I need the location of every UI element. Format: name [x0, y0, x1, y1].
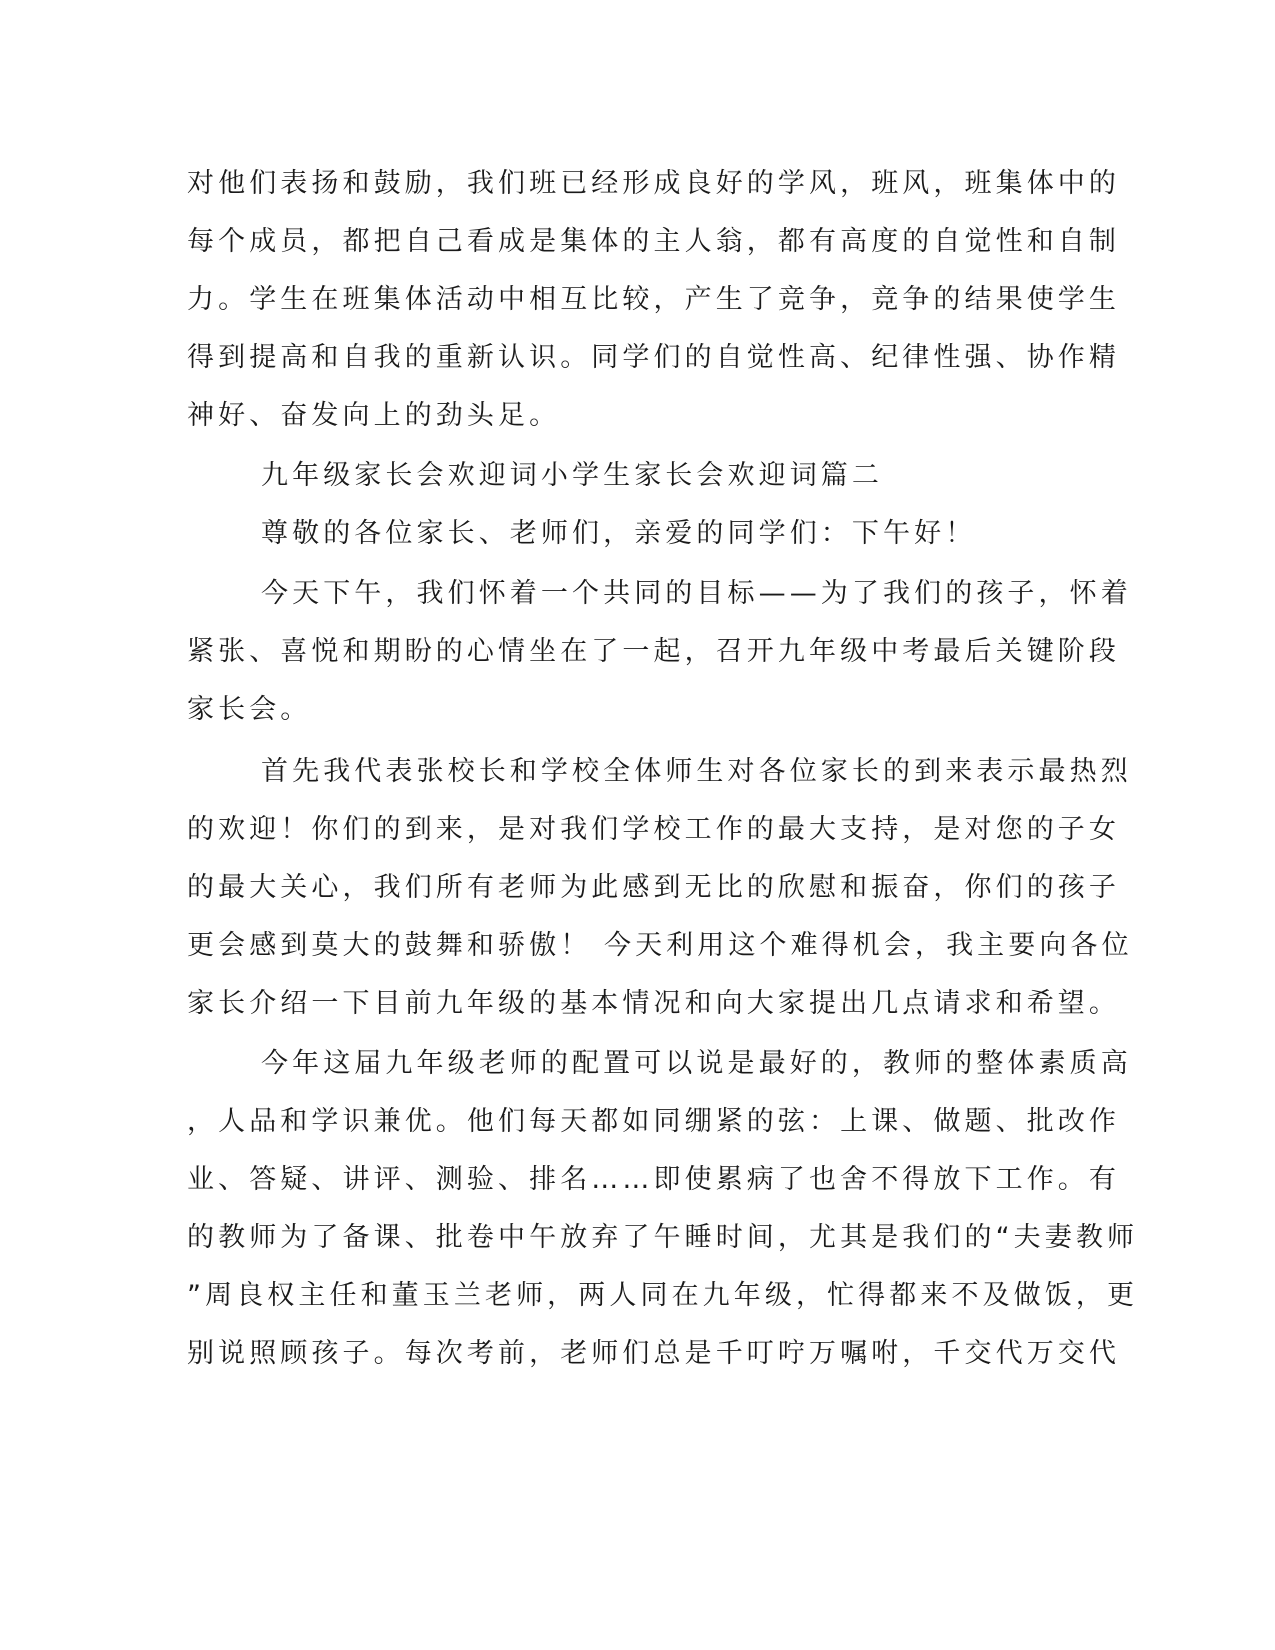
text-line: 更会感到莫大的鼓舞和骄傲！ 今天利用这个难得机会，我主要向各位	[187, 930, 1133, 961]
text-line: 家长介绍一下目前九年级的基本情况和向大家提出几点请求和希望。	[187, 988, 1120, 1019]
text-line: 的最大关心，我们所有老师为此感到无比的欣慰和振奋，你们的孩子	[187, 872, 1120, 903]
text-line: 首先我代表张校长和学校全体师生对各位家长的到来表示最热烈	[261, 756, 1132, 787]
text-line: 别说照顾孩子。每次考前，老师们总是千叮咛万嘱咐，千交代万交代	[187, 1338, 1120, 1369]
text-line: 得到提高和自我的重新认识。同学们的自觉性高、纪律性强、协作精	[187, 342, 1120, 373]
text-line: 的教师为了备课、批卷中午放弃了午睡时间，尤其是我们的“夫妻教师	[187, 1222, 1139, 1253]
text-line: 每个成员，都把自己看成是集体的主人翁，都有高度的自觉性和自制	[187, 226, 1120, 257]
text-line: 今天下午，我们怀着一个共同的目标——为了我们的孩子，怀着	[261, 578, 1132, 609]
text-line: 的欢迎！你们的到来，是对我们学校工作的最大支持，是对您的子女	[187, 814, 1120, 845]
text-line: 紧张、喜悦和期盼的心情坐在了一起，召开九年级中考最后关键阶段	[187, 636, 1120, 667]
text-line: 家长会。	[187, 694, 312, 725]
text-line: ，人品和学识兼优。他们每天都如同绷紧的弦：上课、做题、批改作	[187, 1106, 1120, 1137]
section-heading: 九年级家长会欢迎词小学生家长会欢迎词篇二	[261, 460, 883, 491]
text-line: 业、答疑、讲评、测验、排名……即使累病了也舍不得放下工作。有	[187, 1164, 1120, 1195]
text-line: 力。学生在班集体活动中相互比较，产生了竞争，竞争的结果使学生	[187, 284, 1120, 315]
greeting-line: 尊敬的各位家长、老师们，亲爱的同学们：下午好！	[261, 518, 977, 549]
text-line: ”周良权主任和董玉兰老师，两人同在九年级，忙得都来不及做饭，更	[187, 1280, 1139, 1311]
text-line: 今年这届九年级老师的配置可以说是最好的，教师的整体素质高	[261, 1048, 1132, 1079]
text-line: 对他们表扬和鼓励，我们班已经形成良好的学风，班风，班集体中的	[187, 168, 1120, 199]
text-line: 神好、奋发向上的劲头足。	[187, 400, 561, 431]
